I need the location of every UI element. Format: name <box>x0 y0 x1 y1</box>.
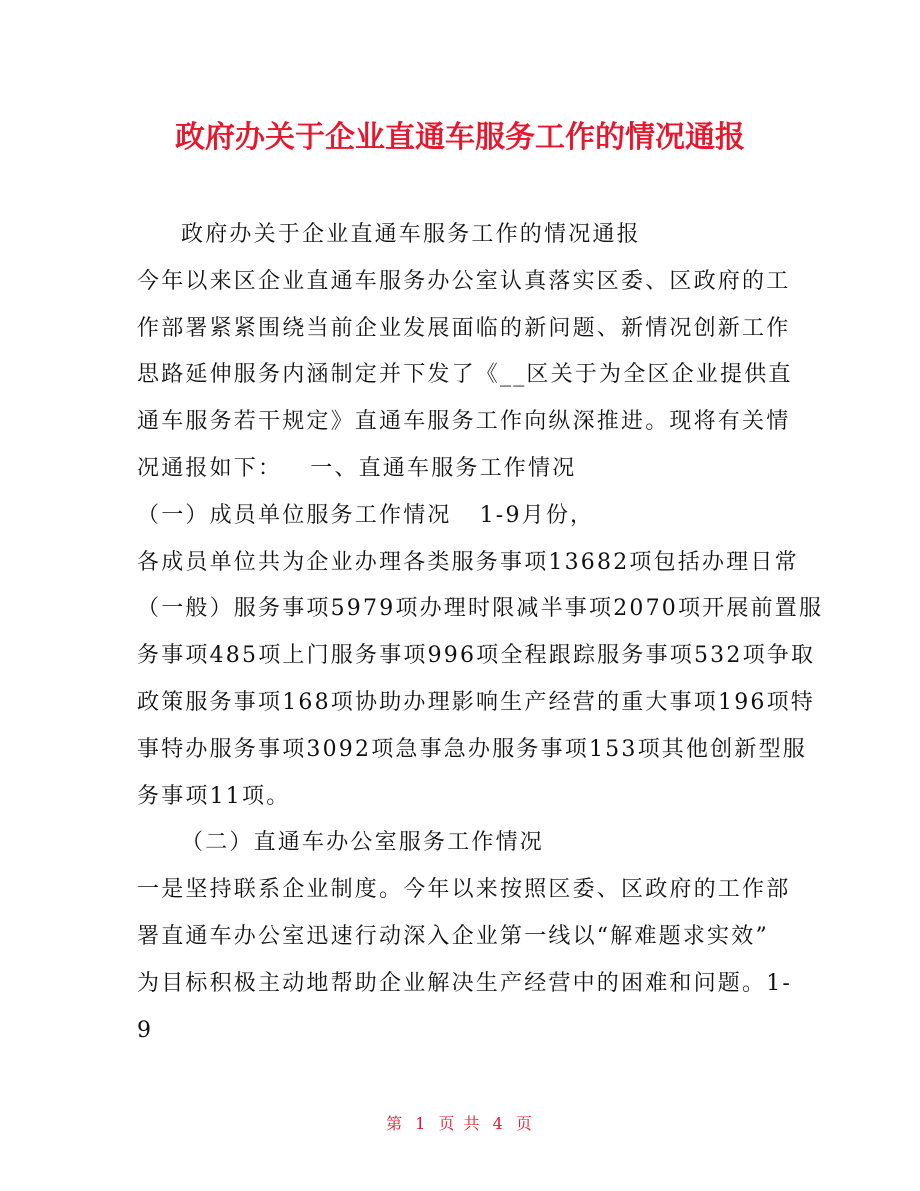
page-footer <box>0 1113 920 1135</box>
body-line-10: 务事项485项上门服务事项996项全程跟踪服务事项532项争取 <box>137 643 816 669</box>
body-line-6 <box>137 446 787 493</box>
footer-current-page: 1 <box>415 1114 428 1133</box>
body-line-15: 一是坚持联系企业制度。今年以来按照区委、区政府的工作部 <box>137 877 791 903</box>
body-line-7 <box>137 493 787 540</box>
document-body <box>137 212 824 1054</box>
body-line-16: 署直通车办公室迅速行动深入企业第一线以“解难题求实效” <box>137 923 769 949</box>
section-heading-1: 一、直通车服务工作情况 <box>310 455 577 481</box>
body-line-2: 今年以来区企业直通车服务办公室认真落实区委、区政府的工 <box>137 268 791 294</box>
body-line-13: 务事项11项。 <box>137 783 291 809</box>
footer-suffix: 页 <box>515 1114 534 1133</box>
subsection-heading-2: （二）直通车办公室服务工作情况 <box>181 830 545 856</box>
footer-mid: 页 共 <box>438 1114 482 1133</box>
body-line-12: 事特办服务事项3092项急事急办服务事项153项其他创新型服 <box>137 736 807 762</box>
body-line-6a: 况通报如下： <box>137 455 283 481</box>
footer-prefix: 第 <box>386 1114 405 1133</box>
body-line-8: 各成员单位共为企业办理各类服务事项13682项包括办理日常 <box>137 549 799 575</box>
body-line-9: （一般）服务事项5979项办理时限减半事项2070项开展前置服 <box>137 596 824 622</box>
body-line-17: 为目标积极主动地帮助企业解决生产经营中的困难和问题。1- <box>137 970 793 996</box>
body-line-18: 9 <box>137 1017 154 1043</box>
body-line-11: 政策服务事项168项协助办理影响生产经营的重大事项196项特 <box>137 689 815 715</box>
body-line-4: 思路延伸服务内涵制定并下发了《__区关于为全区企业提供直 <box>137 362 793 388</box>
subsection-heading-1: （一）成员单位服务工作情况 <box>137 502 452 528</box>
document-title: 政府办关于企业直通车服务工作的情况通报 <box>175 120 745 155</box>
body-line-1: 政府办关于企业直通车服务工作的情况通报 <box>181 222 641 247</box>
body-line-5: 通车服务若干规定》直通车服务工作向纵深推进。现将有关情 <box>137 409 791 435</box>
body-line-7b: 1-9月份， <box>479 502 595 528</box>
footer-total-pages: 4 <box>492 1114 505 1133</box>
body-line-3: 作部署紧紧围绕当前企业发展面临的新问题、新情况创新工作 <box>137 315 791 341</box>
